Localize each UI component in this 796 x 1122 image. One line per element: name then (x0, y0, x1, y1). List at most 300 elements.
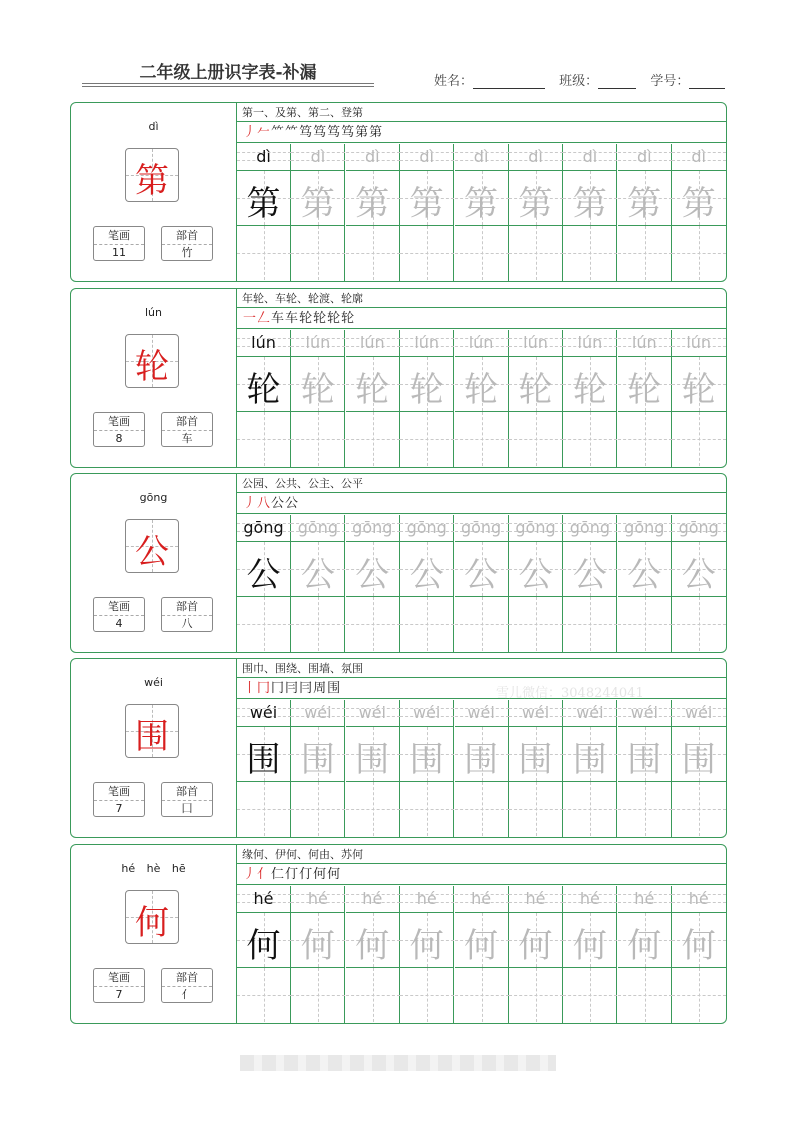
character-cell[interactable] (291, 542, 345, 597)
practice-column (563, 700, 617, 837)
radical-label: 部首 (162, 413, 212, 431)
watermark: 雪儿微信：3048244041 (496, 686, 644, 701)
practice-column (618, 700, 672, 837)
blank-practice-cell[interactable] (618, 782, 672, 836)
practice-column (400, 330, 454, 467)
stroke-count-box (93, 968, 145, 1003)
stroke-step: 围 (327, 681, 342, 696)
character-trace: 公 (246, 555, 281, 595)
pinyin-trace: wéi (521, 703, 550, 722)
pinyin-cell (618, 700, 672, 727)
stroke-count-label: 笔画 (94, 969, 144, 987)
large-character-box (125, 519, 179, 573)
pinyin-cell (291, 886, 345, 913)
character-trace: 第 (518, 184, 553, 224)
blank-practice-cell[interactable] (291, 968, 345, 1022)
character-cell[interactable] (455, 357, 509, 412)
practice-panel (237, 103, 727, 281)
practice-column (563, 515, 617, 652)
character-cell[interactable] (672, 171, 726, 226)
practice-panel (237, 474, 727, 652)
pinyin-trace: wéi (413, 703, 441, 722)
blank-practice-cell[interactable] (672, 412, 726, 466)
blank-practice-cell[interactable] (618, 226, 672, 280)
character-trace: 第 (246, 184, 281, 224)
character-cell[interactable] (346, 171, 400, 226)
character-trace: 公 (518, 555, 553, 595)
practice-column (237, 144, 291, 281)
pinyin-cell (455, 515, 509, 542)
pinyin-trace: lún (523, 333, 548, 352)
character-info-panel (71, 659, 237, 837)
radical-value: 亻 (181, 988, 193, 1001)
practice-column (291, 700, 345, 837)
pinyin-cell (672, 886, 726, 913)
character-trace: 轮 (300, 370, 335, 410)
example-words: 围巾、围绕、围墙、氛围 (237, 659, 727, 678)
character-trace: 何 (464, 926, 499, 966)
stroke-step: 亻 (257, 867, 272, 882)
practice-column (455, 700, 509, 837)
stroke-step: 𠂉 (257, 125, 272, 140)
radical-value: 囗 (181, 802, 193, 815)
stroke-count-value: 4 (115, 617, 123, 630)
character-trace: 公 (464, 555, 499, 595)
blank-practice-cell[interactable] (400, 412, 454, 466)
large-character: 公 (135, 532, 169, 572)
practice-column (672, 515, 726, 652)
blank-practice-cell[interactable] (346, 968, 400, 1022)
character-cell[interactable] (400, 171, 454, 226)
pinyin-trace: dì (528, 147, 543, 166)
blank-practice-cell[interactable] (672, 782, 726, 836)
blank-practice-cell[interactable] (237, 782, 291, 836)
character-cell[interactable] (455, 542, 509, 597)
blank-practice-cell[interactable] (618, 597, 672, 651)
character-trace: 围 (409, 740, 444, 780)
character-cell[interactable] (618, 727, 672, 782)
pinyin-cell (237, 886, 291, 913)
stroke-step: 何 (313, 867, 328, 882)
character-cell[interactable] (291, 913, 345, 968)
pinyin-trace: gōng (569, 518, 611, 537)
character-cell[interactable] (509, 171, 563, 226)
character-trace: 围 (464, 740, 499, 780)
pinyin-cell (237, 330, 291, 357)
blank-practice-cell[interactable] (618, 412, 672, 466)
practice-column (346, 886, 400, 1023)
stroke-count-label: 笔画 (94, 227, 144, 245)
character-cell[interactable] (618, 171, 672, 226)
practice-column (618, 886, 672, 1023)
radical-label: 部首 (162, 783, 212, 801)
character-cell[interactable] (346, 727, 400, 782)
pinyin-cell (291, 700, 345, 727)
practice-column (455, 144, 509, 281)
practice-column (346, 330, 400, 467)
character-trace: 第 (300, 184, 335, 224)
character-cell[interactable] (563, 357, 617, 412)
blank-practice-cell[interactable] (291, 782, 345, 836)
practice-column (237, 330, 291, 467)
pinyin-cell (672, 144, 726, 171)
stroke-step: 丿 (243, 125, 258, 140)
radical-box (161, 226, 213, 261)
class-field[interactable] (598, 76, 636, 89)
character-cell[interactable] (455, 727, 509, 782)
character-info-panel (71, 289, 237, 467)
pinyin-trace: hé (307, 889, 328, 908)
stroke-step: 冂 (257, 681, 272, 696)
character-trace: 轮 (627, 370, 662, 410)
large-character: 围 (135, 717, 169, 757)
radical-label: 部首 (162, 598, 212, 616)
character-cell[interactable] (672, 542, 726, 597)
blank-practice-cell[interactable] (509, 782, 563, 836)
stroke-count-value: 8 (115, 432, 123, 445)
pinyin-cell (400, 330, 454, 357)
pinyin-cell (400, 515, 454, 542)
practice-column (237, 886, 291, 1023)
stroke-step: 冃 (285, 681, 300, 696)
character-trace: 轮 (409, 370, 444, 410)
pinyin-trace: gōng (624, 518, 665, 537)
pinyin-cell (672, 700, 726, 727)
pinyin-trace: wéi (467, 703, 495, 722)
practice-column (400, 886, 454, 1023)
practice-column (346, 144, 400, 281)
pinyin-trace: lún (686, 333, 712, 352)
pinyin-trace: gōng (352, 518, 393, 537)
radical-value: 车 (181, 432, 193, 445)
blank-practice-cell[interactable] (563, 597, 617, 651)
character-cell[interactable] (237, 171, 291, 226)
practice-column (455, 886, 509, 1023)
practice-column (400, 700, 454, 837)
practice-column (237, 700, 291, 837)
character-cell[interactable] (237, 727, 291, 782)
pinyin-cell (455, 700, 509, 727)
blank-practice-cell[interactable] (346, 597, 400, 651)
character-cell[interactable] (618, 542, 672, 597)
character-cell[interactable] (509, 727, 563, 782)
stroke-step: 车 (285, 311, 300, 326)
blank-practice-cell[interactable] (672, 968, 726, 1022)
character-trace: 公 (300, 555, 335, 595)
stroke-order-row (237, 494, 727, 514)
pinyin-cell (618, 330, 672, 357)
practice-panel (237, 289, 727, 467)
pinyin-cell (400, 144, 454, 171)
pinyin-label: lún (145, 306, 162, 319)
example-words: 缘何、伊何、何由、苏何 (237, 845, 727, 864)
blank-practice-cell[interactable] (346, 226, 400, 280)
character-cell[interactable] (237, 542, 291, 597)
large-character: 第 (135, 161, 169, 201)
pinyin-trace: gōng (297, 518, 339, 537)
blank-practice-cell[interactable] (618, 968, 672, 1022)
blank-practice-cell[interactable] (509, 597, 563, 651)
character-trace: 公 (627, 555, 662, 595)
pinyin-cell (509, 144, 563, 171)
pinyin-trace: dì (310, 147, 326, 166)
character-trace: 何 (681, 926, 716, 966)
character-cell[interactable] (672, 357, 726, 412)
stroke-step: 冃 (299, 681, 314, 696)
character-trace: 何 (572, 926, 607, 966)
writing-grid (237, 330, 727, 467)
stroke-order-row (237, 309, 727, 329)
blank-practice-cell[interactable] (400, 968, 454, 1022)
stroke-count-label: 笔画 (94, 413, 144, 431)
practice-column (672, 144, 726, 281)
pinyin-trace: wéi (358, 703, 386, 722)
large-character-box (125, 148, 179, 202)
large-character-box (125, 334, 179, 388)
pinyin-cell (672, 330, 726, 357)
radical-box (161, 597, 213, 632)
pinyin-label: hé hè hē (121, 862, 186, 875)
writing-grid (237, 144, 727, 281)
character-cell[interactable] (237, 357, 291, 412)
pinyin-cell (237, 144, 291, 171)
title-underline (82, 83, 374, 84)
stroke-step: 笃 (341, 125, 356, 140)
blank-practice-cell[interactable] (455, 968, 509, 1022)
blank-practice-cell[interactable] (563, 226, 617, 280)
pinyin-trace: wéi (685, 703, 713, 722)
blank-practice-cell[interactable] (509, 412, 563, 466)
pinyin-trace: lún (414, 333, 440, 352)
stroke-step: 𠃋 (257, 311, 272, 326)
pinyin-trace: lún (305, 333, 331, 352)
stroke-step: 一 (243, 311, 258, 326)
character-cell[interactable] (672, 913, 726, 968)
character-cell[interactable] (400, 357, 454, 412)
pinyin-cell (291, 144, 345, 171)
blank-practice-cell[interactable] (455, 597, 509, 651)
class-label: 班级： (559, 74, 599, 89)
page-title: 二年级上册识字表-补漏 (139, 63, 317, 83)
character-cell[interactable] (563, 727, 617, 782)
pinyin-cell (291, 515, 345, 542)
character-trace: 围 (627, 740, 662, 780)
stroke-count-box (93, 226, 145, 261)
pinyin-trace: hé (471, 889, 492, 908)
radical-box (161, 412, 213, 447)
pinyin-trace: gōng (406, 518, 447, 537)
pinyin-trace: lún (251, 333, 276, 352)
pinyin-trace: dì (691, 147, 706, 166)
practice-column (672, 886, 726, 1023)
pinyin-cell (237, 700, 291, 727)
character-cell[interactable] (563, 171, 617, 226)
student-info-fields (434, 70, 735, 89)
blank-practice-cell[interactable] (346, 782, 400, 836)
character-trace: 轮 (572, 370, 607, 410)
blank-practice-cell[interactable] (563, 968, 617, 1022)
practice-column (346, 515, 400, 652)
pinyin-trace: hé (416, 889, 437, 908)
blank-practice-cell[interactable] (455, 412, 509, 466)
writing-grid (237, 515, 727, 652)
stroke-step: 丿 (243, 496, 258, 511)
pinyin-trace: wéi (576, 703, 604, 722)
pinyin-cell (618, 144, 672, 171)
blank-practice-cell[interactable] (455, 226, 509, 280)
blank-practice-cell[interactable] (291, 597, 345, 651)
practice-column (563, 886, 617, 1023)
blank-practice-cell[interactable] (400, 597, 454, 651)
stroke-step: 车 (271, 311, 286, 326)
pinyin-cell (509, 330, 563, 357)
practice-column (237, 515, 291, 652)
pinyin-trace: hé (253, 889, 274, 908)
practice-column (346, 700, 400, 837)
practice-column (618, 144, 672, 281)
blank-practice-cell[interactable] (237, 968, 291, 1022)
character-cell[interactable] (618, 357, 672, 412)
character-cell[interactable] (455, 171, 509, 226)
practice-column (400, 144, 454, 281)
practice-column (455, 515, 509, 652)
character-trace: 围 (246, 740, 281, 780)
stroke-step: 公 (271, 496, 286, 511)
practice-column (563, 330, 617, 467)
character-trace: 轮 (518, 370, 553, 410)
character-cell[interactable] (509, 913, 563, 968)
stroke-step: ⺮ (271, 125, 286, 140)
example-words: 第一、及第、第二、登第 (237, 103, 727, 122)
pinyin-trace: lún (631, 333, 657, 352)
stroke-step: 八 (257, 496, 272, 511)
character-card (70, 473, 727, 653)
character-trace: 何 (518, 926, 553, 966)
character-cell[interactable] (346, 913, 400, 968)
character-cell[interactable] (237, 913, 291, 968)
blank-practice-cell[interactable] (291, 412, 345, 466)
practice-column (563, 144, 617, 281)
blank-practice-cell[interactable] (672, 226, 726, 280)
blurred-footer (240, 1055, 556, 1071)
stroke-step: 公 (285, 496, 300, 511)
character-trace: 第 (572, 184, 607, 224)
character-trace: 何 (355, 926, 390, 966)
writing-grid (237, 886, 727, 1023)
pinyin-cell (563, 330, 617, 357)
character-info-panel (71, 474, 237, 652)
example-words: 公园、公共、公主、公平 (237, 474, 727, 493)
practice-column (509, 330, 563, 467)
blank-practice-cell[interactable] (237, 226, 291, 280)
character-trace: 轮 (355, 370, 390, 410)
blank-practice-cell[interactable] (672, 597, 726, 651)
blank-practice-cell[interactable] (346, 412, 400, 466)
stroke-step: 何 (327, 867, 342, 882)
character-trace: 围 (572, 740, 607, 780)
pinyin-trace: dì (419, 147, 434, 166)
blank-practice-cell[interactable] (237, 597, 291, 651)
character-trace: 轮 (681, 370, 716, 410)
character-cell[interactable] (400, 727, 454, 782)
pinyin-cell (618, 515, 672, 542)
character-cell[interactable] (400, 542, 454, 597)
character-trace: 围 (681, 740, 716, 780)
character-cell[interactable] (672, 727, 726, 782)
number-field[interactable] (689, 76, 725, 89)
practice-column (509, 886, 563, 1023)
stroke-count-box (93, 782, 145, 817)
character-trace: 公 (355, 555, 390, 595)
pinyin-trace: hé (688, 889, 709, 908)
stroke-count-box (93, 597, 145, 632)
blank-practice-cell[interactable] (509, 226, 563, 280)
stroke-step: 第 (369, 125, 384, 140)
character-cell[interactable] (400, 913, 454, 968)
character-cell[interactable] (509, 542, 563, 597)
radical-label: 部首 (162, 969, 212, 987)
character-cell[interactable] (291, 727, 345, 782)
pinyin-cell (563, 515, 617, 542)
character-cell[interactable] (563, 913, 617, 968)
character-cell[interactable] (455, 913, 509, 968)
stroke-step: 仃 (285, 867, 300, 882)
practice-column (291, 144, 345, 281)
character-cell[interactable] (509, 357, 563, 412)
blank-practice-cell[interactable] (237, 412, 291, 466)
pinyin-trace: gōng (515, 518, 556, 537)
blank-practice-cell[interactable] (291, 226, 345, 280)
blank-practice-cell[interactable] (400, 782, 454, 836)
character-cell[interactable] (563, 542, 617, 597)
blank-practice-cell[interactable] (400, 226, 454, 280)
stroke-step: ⺮ (285, 125, 300, 140)
character-cell[interactable] (618, 913, 672, 968)
stroke-step: 仃 (299, 867, 314, 882)
radical-label: 部首 (162, 227, 212, 245)
character-card (70, 844, 727, 1024)
blank-practice-cell[interactable] (455, 782, 509, 836)
pinyin-cell (346, 700, 400, 727)
pinyin-trace: dì (582, 147, 598, 166)
pinyin-cell (237, 515, 291, 542)
name-field[interactable] (473, 76, 545, 89)
pinyin-cell (400, 886, 454, 913)
radical-value: 八 (181, 617, 193, 630)
character-trace: 何 (627, 926, 662, 966)
stroke-order-row (237, 123, 727, 143)
character-trace: 第 (681, 184, 716, 224)
writing-grid (237, 700, 727, 837)
pinyin-cell (509, 886, 563, 913)
stroke-order-row (237, 679, 727, 699)
character-cell[interactable] (291, 171, 345, 226)
pinyin-cell (400, 700, 454, 727)
stroke-step: 丨 (243, 681, 258, 696)
stroke-count-value: 7 (115, 802, 123, 815)
stroke-count-value: 11 (112, 246, 126, 259)
blank-practice-cell[interactable] (563, 412, 617, 466)
character-cell[interactable] (346, 542, 400, 597)
blank-practice-cell[interactable] (563, 782, 617, 836)
pinyin-trace: dì (636, 147, 652, 166)
character-cell[interactable] (291, 357, 345, 412)
blank-practice-cell[interactable] (509, 968, 563, 1022)
pinyin-cell (455, 144, 509, 171)
character-cell[interactable] (346, 357, 400, 412)
character-trace: 公 (409, 555, 444, 595)
practice-column (291, 330, 345, 467)
